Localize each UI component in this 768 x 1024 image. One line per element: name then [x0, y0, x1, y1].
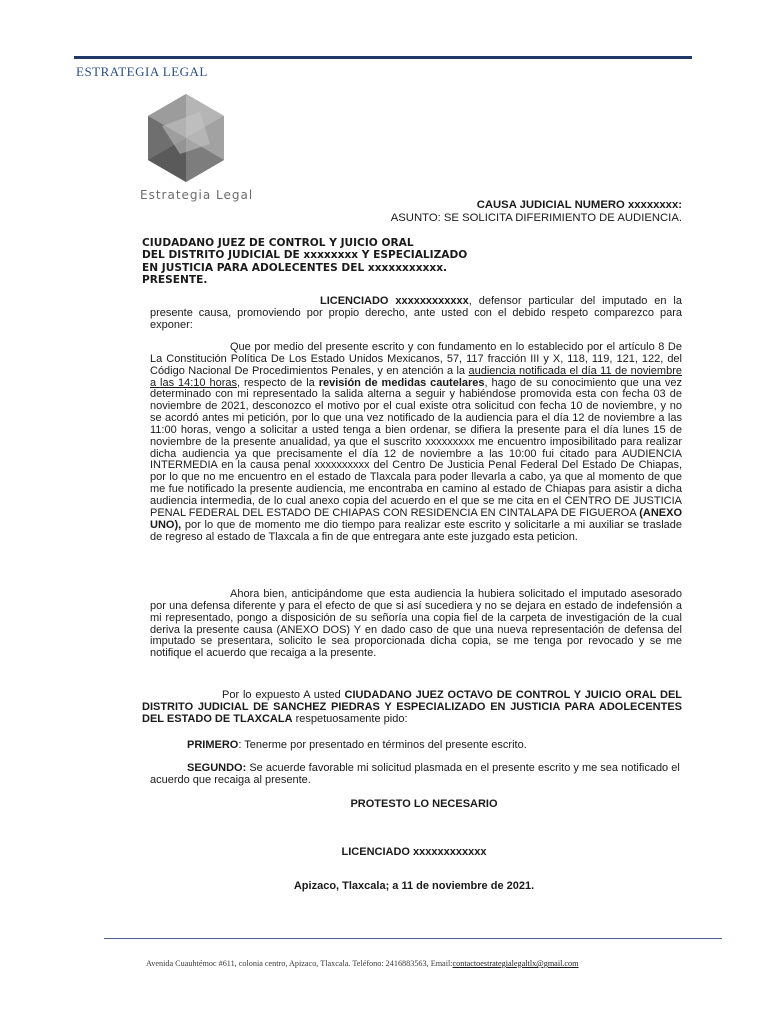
- request-text: respetuosamente pido:: [292, 712, 408, 725]
- faceted-hexagon-logo: [140, 92, 232, 184]
- main-text: Que por medio del presente escrito y con fundamento en lo establecido por el artículo 8 De La Constitución Política De Los Estado Unidos Mexicanos, 57, 117 fracción III y X, 118, 119, 121, 122, del Código Nacional De Procedimientos Penales, y en atención a la: [150, 341, 682, 377]
- primero-text: : Tenerme por presentado en términos del presente escrito.: [238, 739, 527, 751]
- segundo-label: SEGUNDO:: [187, 762, 247, 774]
- addressee-line: EN JUSTICIA PARA ADOLECENTES DEL xxxxxxxxxxx.: [142, 261, 448, 274]
- annex-one: (ANEXO UNO),: [150, 506, 682, 531]
- case-subject: ASUNTO: SE SOLICITA DIFERIMIENTO DE AUDIENCIA.: [390, 212, 682, 224]
- request-text: Por lo expuesto A usted: [222, 689, 345, 701]
- addressee-line: CIUDADANO JUEZ DE CONTROL Y JUICIO ORAL: [142, 237, 414, 249]
- main-text: , respecto de la: [236, 376, 319, 389]
- judge-title: CIUDADANO JUEZ OCTAVO DE CONTROL Y JUICIO ORAL DEL DISTRITO JUDICIAL DE SANCHEZ PIEDRAS Y ESPECIALIZADO EN JUSTICIA PARA ADOLECENTES DEL ESTADO DE TLAXCALA: [142, 689, 682, 725]
- request-paragraph: [142, 690, 682, 726]
- footer-contact: [146, 959, 579, 968]
- case-reference: [391, 199, 682, 225]
- addressee-line: PRESENTE.: [142, 273, 208, 286]
- footer-rule: [104, 938, 722, 939]
- main-text: por lo que de momento me dio tiempo para realizar este escrito y solicitarle a mi auxiliar se traslade de regreso al estado de Tlaxcala a fin de que entregara ante este juzgado esta peticion.: [150, 518, 682, 543]
- intro-text: , defensor particular del imputado en la presente causa, promoviendo por propio derecho, ante usted con el debido respeto comparezco para exponer:: [150, 295, 682, 331]
- brand-name: ESTRATEGIA LEGAL: [76, 64, 208, 79]
- protesto: PROTESTO LO NECESARIO: [350, 798, 498, 810]
- main-text: , hago de su conocimiento que una vez determinado con mi representado la salida alterna a seguir y habiéndose promovida esta con fecha 03 de noviembre de 2021, desconozco el motivo por el cual existe otra solicitud con fecha 10 de noviembre, y no se acordó antes mi petición, por lo que una vez notificado de la audiencia para el día 12 de noviembre a las 11:00 horas, vengo a solicitar a usted tenga a bien ordenar, se difiera la presente para el día lunes 15 de noviembre de la presente anualidad, ya que el suscrito xxxxxxxxx me encuentro imposibilitado para realizar dicha audiencia ya que precisamente el día 12 de noviembre a las 10:00 fui citado para AUDIENCIA INTERMEDIA en la causa penal xxxxxxxxxx del Centro De Justicia Penal Federal Del Estado De Chiapas, por lo que no me encuentro en el estado de Tlaxcala para poder llevarla a cabo, ya que al momento de que me fue notificado la presente audiencia, me encontraba en camino al estado de Chiapas para asistir a dicha audiencia intermedia, de lo cual anexo copia del acuerdo en el que se me cita en el CENTRO DE JUSTICIA PENAL FEDERAL DEL ESTADO DE CHIAPAS CON RESIDENCIA EN CINTALAPA DE FIGUEROA: [150, 376, 682, 519]
- place-date: Apizaco, Tlaxcala; a 11 de noviembre de 2021.: [293, 880, 535, 892]
- case-number: CAUSA JUDICIAL NUMERO xxxxxxxx:: [476, 199, 682, 211]
- addressee-line: DEL DISTRITO JUDICIAL DE xxxxxxxx Y ESPECIALIZADO: [142, 249, 468, 262]
- second-text: Ahora bien, anticipándome que esta audiencia la hubiera solicitado el imputado asesorado por una defensa diferente y para el efecto de que si así sucediera y no se dejara en estado de indefensión a mi representado, pongo a disposición de su señoría una copia fiel de la carpeta de investigación de la cual deriva la presente causa (ANEXO DOS) Y en dado caso de que una nueva representación de defensa del imputado se presentara, solicito le sea proporcionada dicha copia, se me tenga por revocado y se me notifique el acuerdo que recaiga a la presente.: [150, 588, 682, 660]
- lawyer-name: LICENCIADO xxxxxxxxxxxx: [320, 295, 469, 307]
- notified-hearing: audiencia notificada el día 11 de noviembre a las 14:10 horas: [150, 364, 682, 389]
- segundo-text: Se acuerde favorable mi solicitud plasmada en el presente escrito y me sea notificado el acuerdo que recaiga al presente.: [150, 762, 680, 786]
- point-primero: [187, 739, 682, 751]
- addressee-block: [142, 237, 682, 286]
- review-measures: revisión de medidas cautelares: [318, 376, 485, 389]
- intro-paragraph: [150, 296, 682, 332]
- main-paragraph: [150, 342, 682, 543]
- header-top-rule: [74, 56, 692, 59]
- footer-email-link[interactable]: contactoestrategialegaltlx@gmail.com: [452, 959, 579, 968]
- logo-caption: Estrategia Legal: [140, 188, 254, 202]
- point-segundo: [150, 762, 682, 786]
- primero-label: PRIMERO: [187, 739, 239, 751]
- footer-address: Avenida Cuauhtémoc #611, colonia centro, Apizaco, Tlaxcala. Teléfono: 2416883563, Email:: [146, 959, 453, 968]
- second-paragraph: [150, 589, 682, 660]
- signature-name: LICENCIADO xxxxxxxxxxxx: [341, 846, 487, 858]
